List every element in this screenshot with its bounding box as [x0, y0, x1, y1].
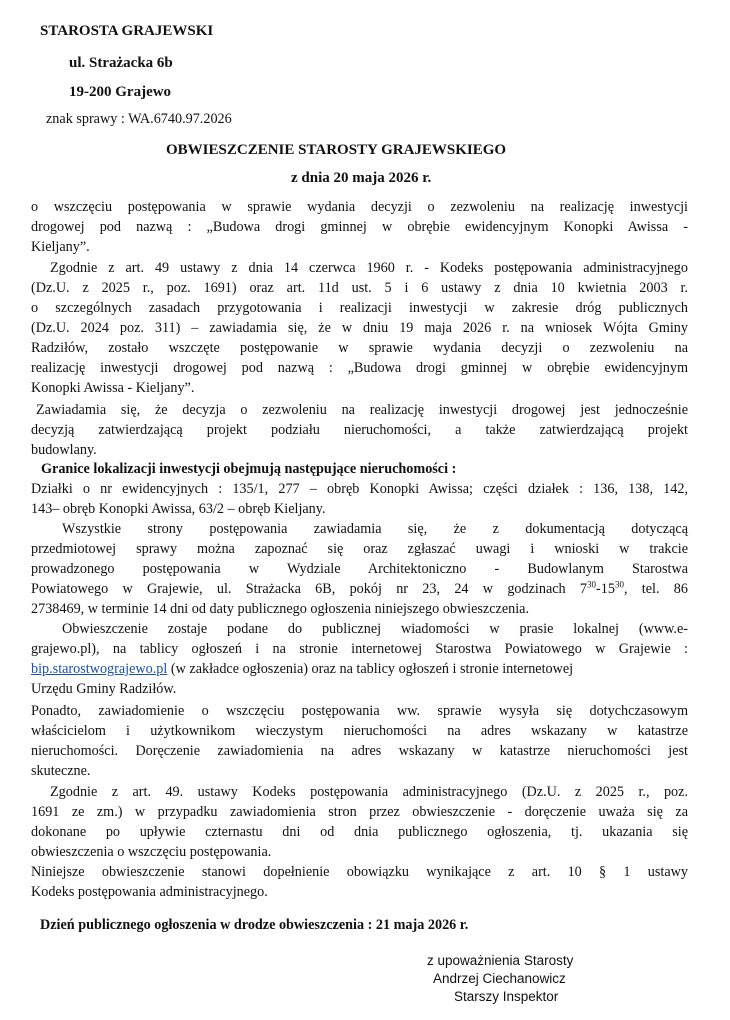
paragraph-line: prowadzonego postępowania w Wydziale Architektoniczno - Budowlanym Starostwa — [31, 561, 688, 577]
announcement-day: Dzień publicznego ogłoszenia w drodze obwieszczenia : 21 maja 2026 r. — [40, 917, 469, 933]
intro-line: drogowej pod nazwą : „Budowa drogi gminnej w obrębie ewidencyjnym Konopki Awissa - — [31, 219, 688, 235]
paragraph-line: Wszystkie strony postępowania zawiadamia się, że z dokumentacją dotyczącą — [62, 521, 688, 537]
paragraph-line: Ponadto, zawiadomienie o wszczęciu postępowania ww. sprawie wysyła się dotychczasowym — [31, 703, 688, 719]
paragraph-line: Zgodnie z art. 49 ustawy z dnia 14 czerwca 1960 r. - Kodeks postępowania administracyjnego — [50, 260, 688, 276]
document-date: z dnia 20 maja 2026 r. — [291, 170, 432, 186]
paragraph-line: (Dz.U. z 2025 r., poz. 1691) oraz art. 11d ust. 5 i 6 ustawy z dnia 10 kwietnia 2003 r. — [31, 280, 688, 296]
paragraph-line: (Dz.U. 2024 poz. 311) – zawiadamia się, że w dniu 19 maja 2026 r. na wniosek Wójta Gminy — [31, 320, 688, 336]
signature-position: Starszy Inspektor — [454, 989, 559, 1004]
paragraph-line: decyzją zatwierdzającą projekt podziału nieruchomości, a także zatwierdzającą projekt — [31, 422, 688, 438]
paragraph-line: Niniejsze obwieszczenie stanowi dopełnienie obowiązku wynikające z art. 10 § 1 ustawy — [31, 864, 688, 880]
paragraph-line: grajewo.pl), na tablicy ogłoszeń i na stronie internetowej Starostwa Powiatowego w Grajewie : — [31, 641, 688, 657]
office-city: 19-200 Grajewo — [69, 84, 172, 100]
office-name: STAROSTA GRAJEWSKI — [40, 23, 214, 39]
hours-text: Powiatowego w Grajewie, ul. Strażacka 6B, pokój nr 23, 24 w godzinach 7 — [31, 581, 588, 597]
paragraph-line: dokonane po upływie czternastu dni od dnia publicznego ogłoszenia, tj. ukazania się — [31, 824, 688, 840]
case-number: znak sprawy : WA.6740.97.2026 — [46, 111, 232, 127]
parcels-line: 143– obręb Konopki Awissa, 63/2 – obręb Kieljany. — [31, 501, 326, 517]
paragraph-line: nieruchomości. Doręczenie zawiadomienia na adres wskazany w katastrze nieruchomości jest — [31, 743, 688, 759]
paragraph-line: realizację inwestycji drogowej pod nazwą : „Budowa drogi gminnej w obrębie ewidencyjnym — [31, 360, 688, 376]
paragraph-line: przedmiotowej sprawy można zapoznać się oraz zgłaszać uwagi i wnioski w trakcie — [31, 541, 688, 557]
signature-authority: z upoważnienia Starosty — [427, 953, 574, 968]
paragraph-line: Urzędu Gminy Radziłów. — [31, 681, 177, 697]
paragraph-line-hours — [31, 581, 688, 598]
paragraph-line: obwieszczenia o wszczęciu postępowania. — [31, 844, 272, 860]
hours-dash: -15 — [596, 581, 615, 597]
paragraph-line: Zawiadamia się, że decyzja o zezwoleniu na realizację inwestycji drogowej jest jednocześnie — [36, 402, 688, 418]
paragraph-line: Konopki Awissa - Kieljany”. — [31, 380, 195, 396]
paragraph-line: Obwieszczenie zostaje podane do publicznej wiadomości w prasie lokalnej (www.e- — [62, 621, 688, 637]
paragraph-line: Zgodnie z art. 49. ustawy Kodeks postępowania administracyjnego (Dz.U. z 2025 r., poz. — [50, 784, 688, 800]
phone-text: , tel. 86 — [623, 581, 688, 597]
paragraph-line: 2738469, w terminie 14 dni od daty publicznego ogłoszenia niniejszego obwieszczenia. — [31, 601, 530, 617]
document-title: OBWIESZCZENIE STAROSTY GRAJEWSKIEGO — [166, 142, 507, 158]
paragraph-line: skuteczne. — [31, 763, 91, 779]
hours-start-sup: 30 — [587, 579, 597, 590]
paragraph-line: o szczególnych zasadach przygotowania i realizacji inwestycji w zakresie dróg publicznych — [31, 300, 688, 316]
paragraph-line: budowlany. — [31, 442, 97, 458]
boundaries-heading: Granice lokalizacji inwestycji obejmują następujące nieruchomości : — [41, 461, 457, 477]
paragraph-line-link — [31, 661, 573, 678]
link-line-rest: (w zakładce ogłoszenia) oraz na tablicy ogłoszeń i stronie internetowej — [167, 661, 574, 677]
paragraph-line: Kodeks postępowania administracyjnego. — [31, 884, 268, 900]
paragraph-line: Radziłów, zostało wszczęte postępowanie w sprawie wydania decyzji o zezwoleniu na — [31, 340, 688, 356]
intro-line: Kieljany”. — [31, 239, 90, 255]
intro-line: o wszczęciu postępowania w sprawie wydania decyzji o zezwoleniu na realizację inwestycji — [31, 199, 688, 215]
signature-name: Andrzej Ciechanowicz — [433, 971, 566, 986]
bip-link[interactable]: bip.starostwograjewo.pl — [31, 661, 168, 677]
office-street: ul. Strażacka 6b — [69, 55, 173, 71]
parcels-line: Działki o nr ewidencyjnych : 135/1, 277 – obręb Konopki Awissa; części działek : 136, 138, 142, — [31, 481, 688, 497]
hours-end-sup: 30 — [614, 579, 624, 590]
paragraph-line: 1691 ze zm.) w przypadku zawiadomienia stron przez obwieszczenie - doręczenie uważa się za — [31, 804, 688, 820]
paragraph-line: właścicielom i użytkownikom wieczystym nieruchomości na adres wskazany w katastrze — [31, 723, 688, 739]
